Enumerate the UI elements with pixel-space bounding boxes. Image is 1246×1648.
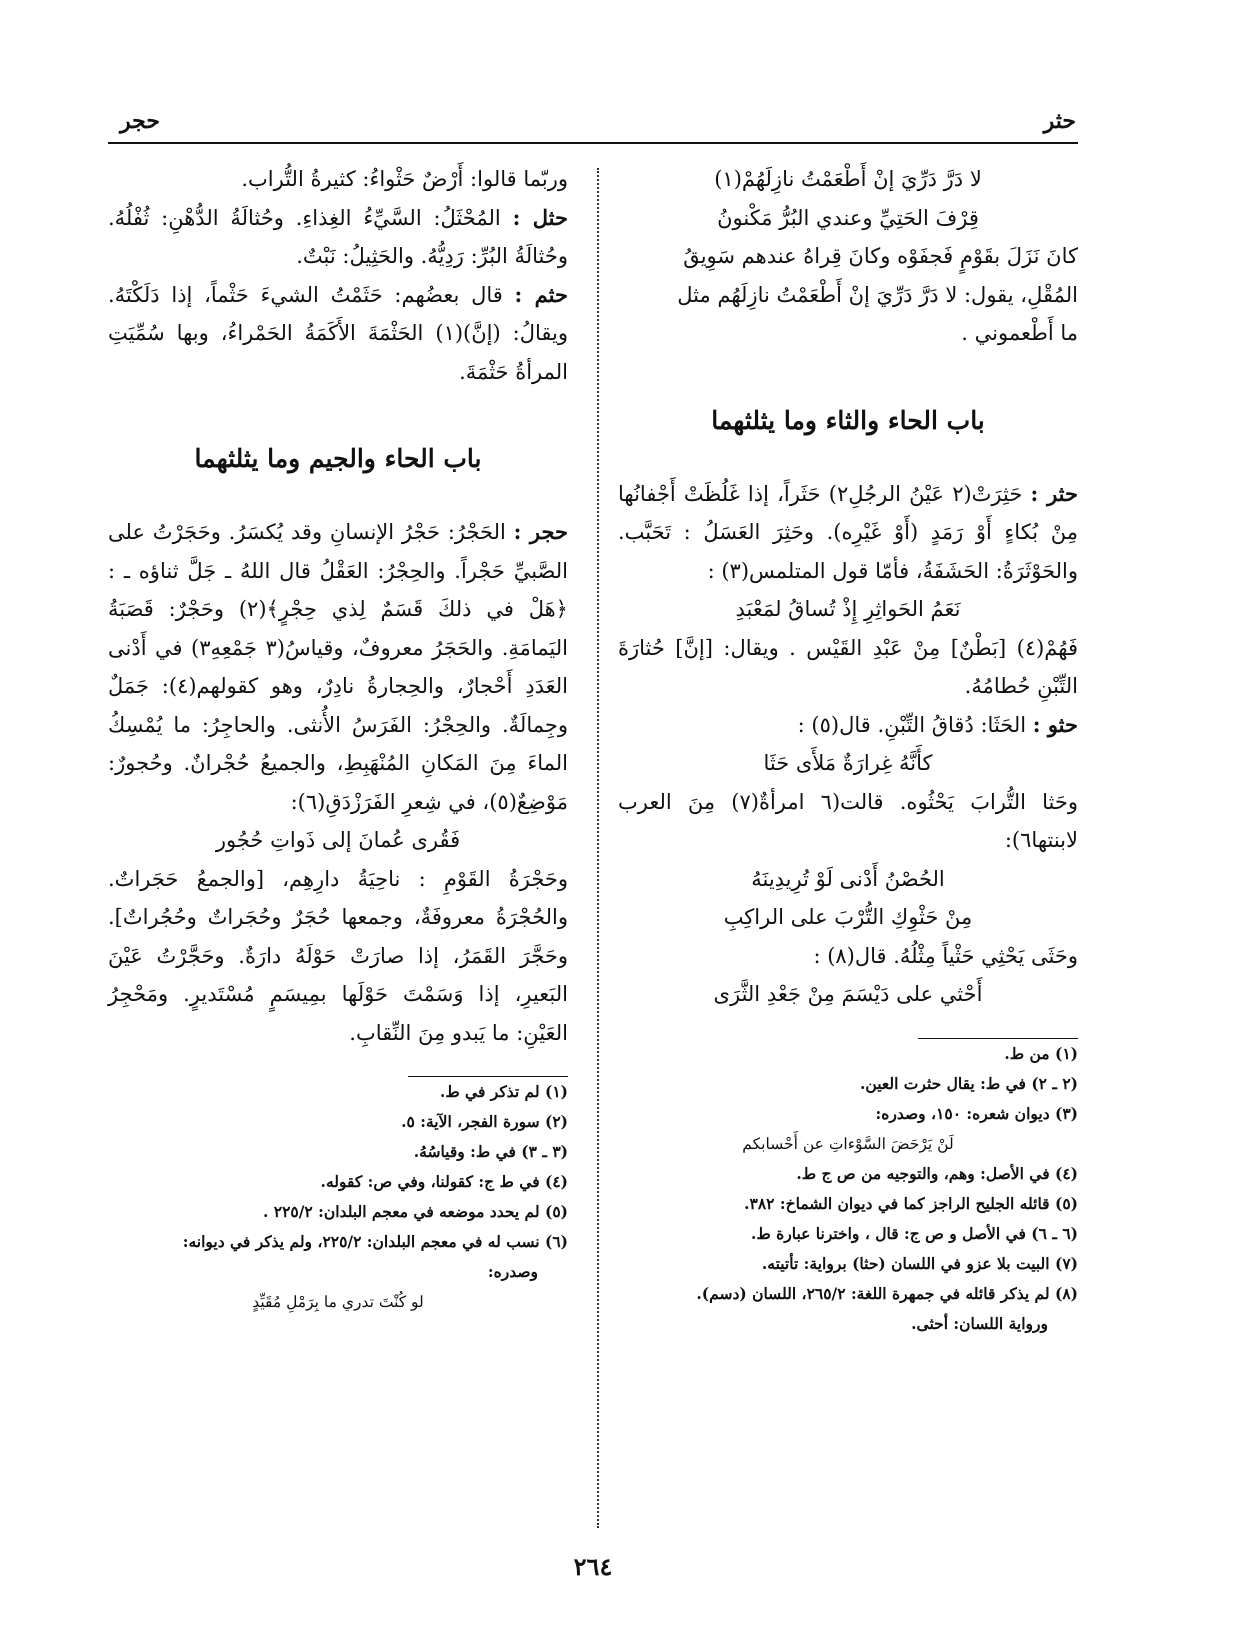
text-line: كانَ نَزَلَ بقَوْمٍ فَجفَوْه وكانَ قِراهُ عندهم سَوِيقُ [683, 244, 1078, 268]
entry-text: قال بعضُهم: حَثَمْتُ الشيءَ حَثْماً، إذا دَلَكْتَهُ. ويقالُ: (إنَّ)(١) الحَثْمَةَ الأَكَمَةُ الحَمْراءُ، وبها سُمِّيَتِ المرأةُ حَثْمَةَ. [108, 282, 568, 384]
right-footnotes [618, 1039, 1078, 1339]
running-head-right: حثر [1043, 108, 1076, 134]
verse-line: لا دَرَّ دَرِّيَ إنْ أَطْعَمْتُ نازِلَهُمْ(١) [714, 167, 982, 191]
entry-hajar [108, 513, 568, 821]
spacer [108, 391, 568, 439]
right-column-main-text [618, 160, 1078, 1014]
entry-text: الحَجْرُ: حَجْرُ الإنسانِ وقد يُكسَرُ. وحَجَرْتُ على الصَّبيِّ حَجْراً. والحِجْرُ: العَقْلُ قال اللهُ ـ جَلَّ ثناؤه ـ : ﴿هَلْ في ذلكَ قَسَمٌ لِذي حِجْرٍ﴾(٢) وحَجْرٌ: قَصَبَةُ اليَمامَةِ. والحَجَرُ معروفٌ، وقياسُ(٣ جَمْعِهِ٣) في أَدْنى العَدَدِ أَحْجارٌ، والحِجارةُ نادِرٌ، وهو كقولهم(٤): جَمَلٌ وجِمالَةٌ. والحِجْرُ: الفَرَسُ الأُنثى. والحاجِرُ: ما يُمْسِكُ الماءَ مِنَ المَكانِ المُنْهَبِطِ، والجميعُ حُجْرانٌ. وحُجورٌ: مَوْضِعٌ(٥)، في شِعرِ الفَرَزْدَقِ(٦): [108, 520, 568, 814]
footnote: (٦) نسب له في معجم البلدان: ٢٢٥/٢، ولم يذكر في ديوانه: [182, 1232, 568, 1251]
header-rule [108, 142, 1078, 144]
verse-line: قِرْفَ الحَتِيِّ وعندي البُرُّ مَكْنونُ [717, 205, 979, 230]
footnote: (٣) ديوان شعره: ١٥٠، وصدره: [875, 1103, 1078, 1123]
verse-line: الحُصْنُ أَدْنى لَوْ تُرِيدِينَهُ [751, 866, 945, 891]
left-column-main-text [108, 160, 568, 1052]
left-footnotes [108, 1077, 568, 1317]
footnote: (١) من ط. [1004, 1043, 1078, 1063]
text-line: وربّما قالوا: أَرْضٌ حَثْواءُ: كثيرةُ التُّراب. [241, 167, 568, 191]
footnote: (٣ ـ ٣) في ط: وقياسُهُ. [413, 1142, 568, 1161]
running-head-left: حجر [120, 108, 160, 134]
footnote: (٧) البيت بلا عزو في اللسان (حثا) برواية: تأتيته. [761, 1253, 1078, 1273]
spacer [618, 353, 1078, 401]
headword: حثل : [512, 204, 568, 230]
left-column [108, 160, 568, 1317]
entry-hathar [618, 475, 1078, 591]
section-title: باب الحاء والثاء وما يثلثهما [711, 405, 985, 435]
entry-hathw [618, 706, 1078, 745]
verse-line: أَحْثي على دَيْسَمَ مِنْ جَعْدِ الثَّرَى [713, 982, 983, 1006]
footnote: (٥) لم يحدد موضعه في معجم البلدان: ٢٢٥/٢ . [262, 1202, 568, 1221]
entry-hathal [108, 199, 568, 276]
spacer [618, 1014, 1078, 1038]
section-title: باب الحاء والجيم وما يثلثهما [194, 444, 482, 473]
entry-text: المُحْثَلُ: السَّيِّءُ الغِذاءِ. وحُثالَةُ الدُّهْنِ: ثُفْلُهُ. وحُثالَةُ البُرِّ: رَدِيُّهُ. والحَثِيلُ: نَبْتٌ. [108, 205, 568, 268]
verse-line: فَقُرى عُمانَ إلى ذَواتِ حُجُور [215, 828, 461, 852]
spacer [618, 441, 1078, 475]
entry-text: وحَثَى يَحْثِي حَثْياً مِثْلُهُ. قال(٨) : [813, 943, 1078, 968]
headword: حثر : [1030, 480, 1078, 506]
footnote: (٤) في الأصل: وهم، والتوجيه من ص ج ط. [796, 1163, 1078, 1183]
footnote: (١) لم تذكر في ط. [439, 1082, 568, 1101]
verse-line: كأَنَّهُ غِرارَةٌ مَلأَى حَثَا [763, 751, 933, 775]
footnote: (٢) سورة الفجر، الآية: ٥. [401, 1112, 568, 1131]
entry-hatham [108, 276, 568, 392]
entry-text: حَثِرَتْ(٢ عَيْنُ الرجُلِ٢) حَثَراً، إذا غَلُظَتْ أَجْفانُها مِنْ بُكاءٍ أَوْ رَمَدٍ (أَوْ غَيْرِه). وحَثِرَ العَسَلُ : تَحَبَّب. والحَوْثَرَةُ: الحَشَفَةُ، فأمّا قول المتلمس(٣) : [618, 481, 1078, 583]
footnote-verse: لَنْ يَرْحَضَ السَّوْءاتِ عن أَحْسابكم [742, 1134, 954, 1153]
entry-text: فَهُمْ(٤) [بَطْنٌ] مِنْ عَبْدِ القَيْس . ويقال: [إنَّ] حُثارَةَ التِّبْنِ حُطامُهُ. [618, 635, 1078, 698]
right-column [618, 160, 1078, 1339]
entry-text: وحَجْرَةُ القَوْمِ : ناحِيَةُ دارِهِم، [والجمعُ حَجَراتٌ. والحُجْرَةُ معروفَةٌ، وجمعها حُجَرٌ وحُجَراتٌ وحُجُراتٌ]. وحَجَّرَ القَمَرُ، إذا صارَتْ حَوْلَهُ دارَةٌ. وحَجَّرْتُ عَيْنَ البَعيرِ، إذا وَسَمْتَ حَوْلَها بمِيسَمٍ مُسْتَديرٍ. ومَحْجِرُ العَيْنِ: ما يَبدو مِنَ النِّقابِ. [108, 866, 568, 1045]
page-number: ٢٦٤ [573, 1552, 613, 1581]
text-line: المُقْلِ، يقول: لا دَرَّ دَرِّيَ إنْ أَطْعَمْتُ نازِلَهُم مثل [677, 282, 1078, 307]
verse-line: مِنْ حَثْوِكِ التُّرْبَ على الراكِبِ [723, 905, 973, 929]
verse-line: نَعَمُ الحَواثِرِ إِذْ تُساقُ لمَعْبَدِ [735, 597, 961, 621]
footnote: ورواية اللسان: أحثى. [911, 1313, 1048, 1333]
footnote: (٦ ـ ٦) في الأصل و ص ج: قال ، واخترنا عبارة ط. [751, 1223, 1078, 1243]
spacer [108, 1052, 568, 1076]
footnote: (٤) في ط ج: كقولنا، وفي ص: كقوله. [320, 1172, 568, 1191]
footnote: وصدره: [487, 1262, 538, 1281]
spacer [108, 479, 568, 513]
headword: حثم : [514, 281, 568, 307]
headword: حجر : [513, 519, 568, 544]
headword: حثو : [1032, 711, 1078, 737]
text-line: ما أَطْعموني . [961, 321, 1078, 345]
entry-text: الحَثَا: دُقاقُ التِّبْنِ. قال(٥) : [797, 712, 1027, 737]
entry-text: وحَثا التُّرابَ يَحْثُوه. قالت(٦ امرأةٌ(٧) مِنَ العرب لابنتها٦): [618, 789, 1078, 852]
footnote-verse: لو كُنْتَ تدري ما بِرَمْلِ مُقَيِّدٍ [252, 1293, 424, 1311]
footnote: (٨) لم يذكر قائله في جمهرة اللغة: ٢٦٥/٢، اللسان (دسم). [696, 1283, 1078, 1303]
footnote: (٢ ـ ٢) في ط: يقال حثرت العين. [860, 1073, 1078, 1093]
footnote: (٥) قائله الجليح الراجز كما في ديوان الشماخ: ٣٨٢. [744, 1193, 1078, 1213]
column-divider [597, 168, 599, 1528]
